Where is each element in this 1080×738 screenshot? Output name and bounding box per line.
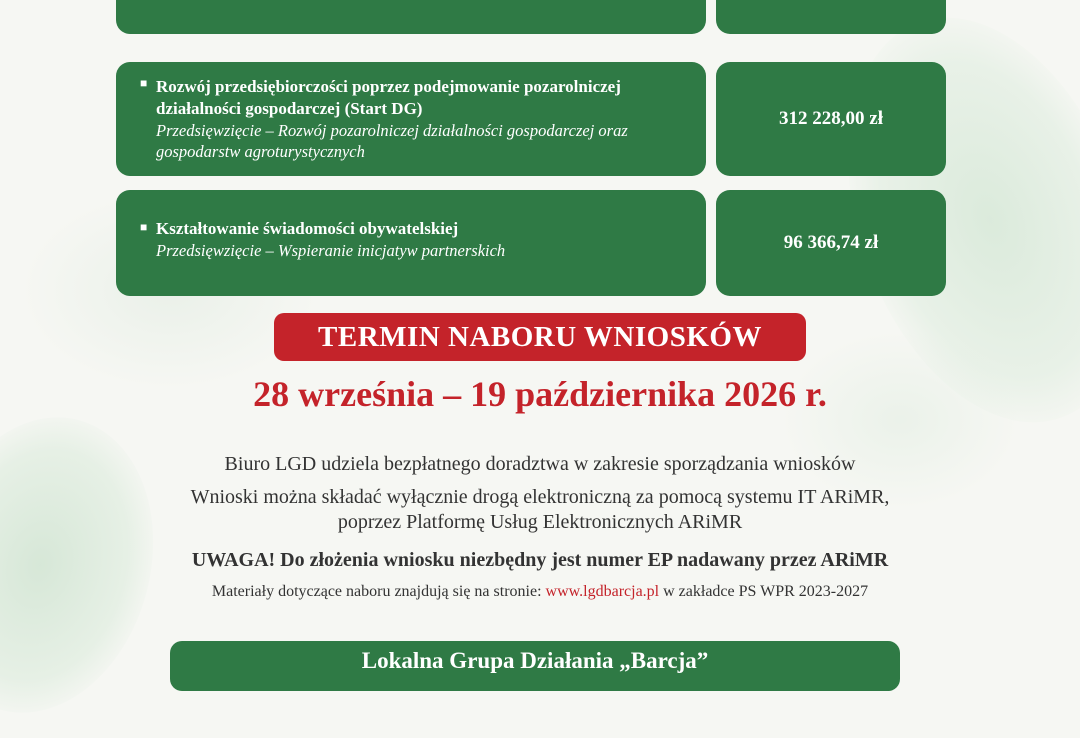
measure-subtitle: Przedsięwzięcie – Rozwój pozarolniczej działalności gospodarczej oraz gospodarstw agroturystycznych <box>156 121 628 161</box>
funding-row-amount <box>716 0 946 34</box>
funding-row-amount <box>716 190 946 296</box>
funding-row-description <box>116 190 706 296</box>
materials-line <box>0 583 1080 601</box>
funding-row-description <box>116 0 706 34</box>
bullet-icon: ■ <box>140 220 148 234</box>
warning-text: UWAGA! Do złożenia wniosku niezbędny jest numer EP nadawany przez ARiMR <box>191 549 889 571</box>
materials-suffix: w zakładce PS WPR 2023-2027 <box>663 583 869 600</box>
measure-title: Rozwój przedsiębiorczości poprzez podejmowanie pozarolniczej działalności gospodarczej (Start DG) <box>156 77 621 118</box>
info-line: Biuro LGD udziela bezpłatnego doradztwa w zakresie sporządzania wniosków <box>224 453 856 475</box>
background-leaf <box>780 330 1020 510</box>
deadline-dates: 28 września – 19 października 2026 r. <box>253 374 827 414</box>
footer-banner <box>170 641 900 691</box>
amount-value: 96 366,74 zł <box>783 232 879 253</box>
funding-row-amount <box>716 62 946 176</box>
org-name: Lokalna Grupa Działania „Barcja” <box>361 648 709 673</box>
amount-value: 312 228,00 zł <box>779 108 883 129</box>
website-link[interactable]: www.lgdbarcja.pl <box>545 583 660 600</box>
deadline-label: TERMIN NABORU WNIOSKÓW <box>318 320 762 353</box>
bullet-icon: ■ <box>140 76 148 90</box>
info-line: poprzez Platformę Usług Elektronicznych ARiMR <box>337 511 743 533</box>
funding-row-description <box>116 62 706 176</box>
measure-title: Kształtowanie świadomości obywatelskiej <box>156 219 459 238</box>
info-line: Wnioski można składać wyłącznie drogą elektroniczną za pomocą systemu IT ARiMR, <box>190 486 890 508</box>
materials-prefix: Materiały dotyczące naboru znajdują się na stronie: <box>211 583 542 600</box>
deadline-badge <box>274 313 806 361</box>
measure-subtitle: Przedsięwzięcie – Wspieranie inicjatyw partnerskich <box>156 241 506 260</box>
